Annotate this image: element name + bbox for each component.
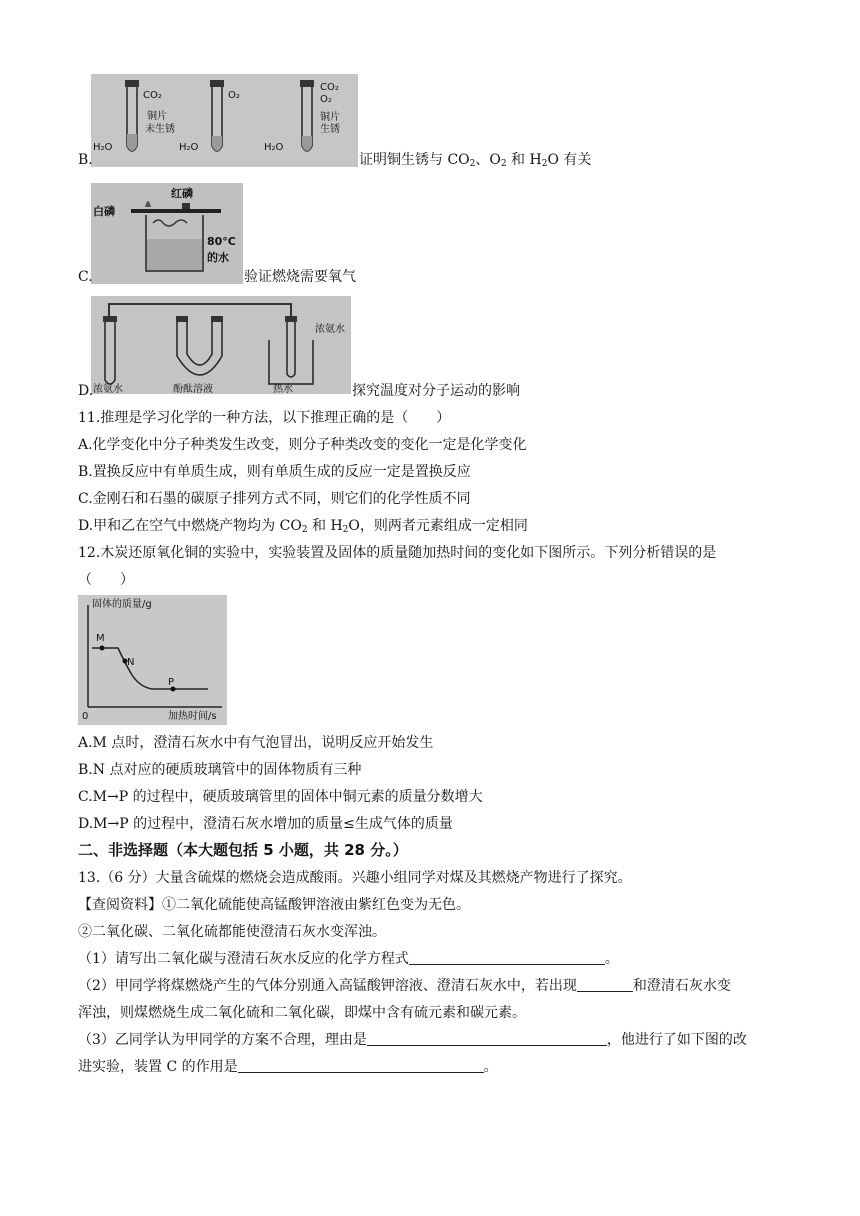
option-b-prefix: B. (78, 152, 93, 168)
fig-b-label-copper-1: 铜片 (147, 111, 167, 122)
fig-d-label-phenol: 酚酞溶液 (173, 384, 213, 394)
q13-part2-line2: 浑浊，则煤燃烧生成二氧化硫和二氧化碳，即煤中含有硫元素和碳元素。 (78, 1005, 526, 1021)
q11-option-b: B.置换反应中有单质生成，则有单质生成的反应一定是置换反应 (78, 464, 471, 480)
q13-part2-line1: （2）甲同学将煤燃烧产生的气体分别通入高锰酸钾溶液、澄清石灰水中，若出现 和澄清石灰水变 (78, 978, 731, 994)
q13-blank-reason[interactable] (367, 1032, 607, 1046)
option-d-text: 探究温度对分子运动的影响 (352, 383, 520, 399)
graph-point-p: P (168, 677, 175, 688)
graph-point-n: N (127, 657, 135, 668)
q12-option-d: D.M→P 的过程中，澄清石灰水增加的质量≤生成气体的质量 (78, 816, 453, 832)
q12-option-a: A.M 点时，澄清石灰水中有气泡冒出，说明反应开始发生 (78, 735, 434, 751)
figure-copper-rust-tubes (91, 74, 358, 167)
q13-blank-observation[interactable] (577, 978, 633, 992)
option-c-prefix: C. (78, 269, 93, 285)
graph-origin: 0 (82, 711, 89, 722)
fig-b-label-norust: 未生锈 (145, 124, 175, 135)
fig-d-label-ammonia-left: 浓氨水 (93, 384, 123, 394)
fig-c-label-temp: 80°C (207, 235, 236, 248)
option-b-text: 证明铜生锈与 $CO_2$、$O_2$ 和 $H_2O$ 有关 (359, 152, 592, 169)
fig-d-label-hot-water: 热水 (273, 384, 293, 394)
graph-ylabel: 固体的质量/g (92, 599, 152, 610)
q13-blank-equation[interactable] (409, 951, 605, 965)
fig-c-label-water: 的水 (207, 251, 229, 264)
q11-option-a: A.化学变化中分子种类发生改变，则分子种类改变的变化一定是化学变化 (78, 437, 527, 453)
fig-b-label-h2o-2: H₂O (179, 142, 199, 153)
fig-b-label-o2-1: O₂ (228, 90, 240, 101)
fig-b-label-co2-1: CO₂ (143, 90, 162, 101)
fig-c-label-white-p: 白磷 (93, 205, 115, 218)
option-c-text: 验证燃烧需要氧气 (244, 269, 356, 285)
fig-c-label-red-p: 红磷 (171, 187, 193, 200)
q11-option-d: D.甲和乙在空气中燃烧产物均为 $CO_2$ 和 $H_2O$，则两者元素组成一定相同 (78, 518, 528, 535)
fig-b-label-co2-3: CO₂ (320, 82, 339, 93)
figure-mass-time-graph (78, 595, 227, 725)
fig-b-label-rust: 生锈 (320, 124, 340, 135)
q13-blank-device-c[interactable] (238, 1059, 484, 1073)
q12-stem-line2: （ ） (78, 572, 134, 588)
q11-stem: 11.推理是学习化学的一种方法，以下推理正确的是（ ） (78, 410, 451, 426)
q12-stem-line1: 12.木炭还原氧化铜的实验中，实验装置及固体的质量随加热时间的变化如下图所示。下列分析错误的是 (78, 545, 717, 561)
q13-ref2: ②二氧化碳、二氧化硫都能使澄清石灰水变浑浊。 (78, 924, 386, 940)
fig-d-label-ammonia-right: 浓氨水 (315, 324, 345, 335)
q12-option-c: C.M→P 的过程中，硬质玻璃管里的固体中铜元素的质量分数增大 (78, 789, 483, 805)
graph-point-m: M (96, 633, 105, 644)
figure-ammonia-diffusion (91, 296, 351, 394)
fig-b-label-h2o-1: H₂O (93, 142, 113, 153)
fig-b-label-copper-3: 铜片 (320, 112, 340, 123)
q13-stem: 13.（6 分）大量含硫煤的燃烧会造成酸雨。兴趣小组同学对煤及其燃烧产物进行了探究。 (78, 870, 632, 886)
q13-part1: （1）请写出二氧化碳与澄清石灰水反应的化学方程式 。 (78, 951, 619, 967)
q13-part3-line1: （3）乙同学认为甲同学的方案不合理，理由是 ，他进行了如下图的改 (78, 1032, 747, 1048)
q12-option-b: B.N 点对应的硬质玻璃管中的固体物质有三种 (78, 762, 362, 778)
fig-b-label-h2o-3: H₂O (264, 142, 284, 153)
section2-heading: 二、非选择题（本大题包括 5 小题，共 28 分。） (78, 841, 408, 859)
figure-combustion-beaker (91, 183, 243, 284)
q13-ref1: 【查阅资料】①二氧化硫能使高锰酸钾溶液由紫红色变为无色。 (78, 897, 470, 913)
option-d-prefix: D. (78, 383, 94, 399)
q11-option-c: C.金刚石和石墨的碳原子排列方式不同，则它们的化学性质不同 (78, 491, 471, 507)
q13-part3-line2: 进实验，装置 C 的作用是 。 (78, 1059, 498, 1075)
fig-b-label-o2-3: O₂ (320, 94, 332, 105)
graph-xlabel: 加热时间/s (168, 711, 217, 722)
